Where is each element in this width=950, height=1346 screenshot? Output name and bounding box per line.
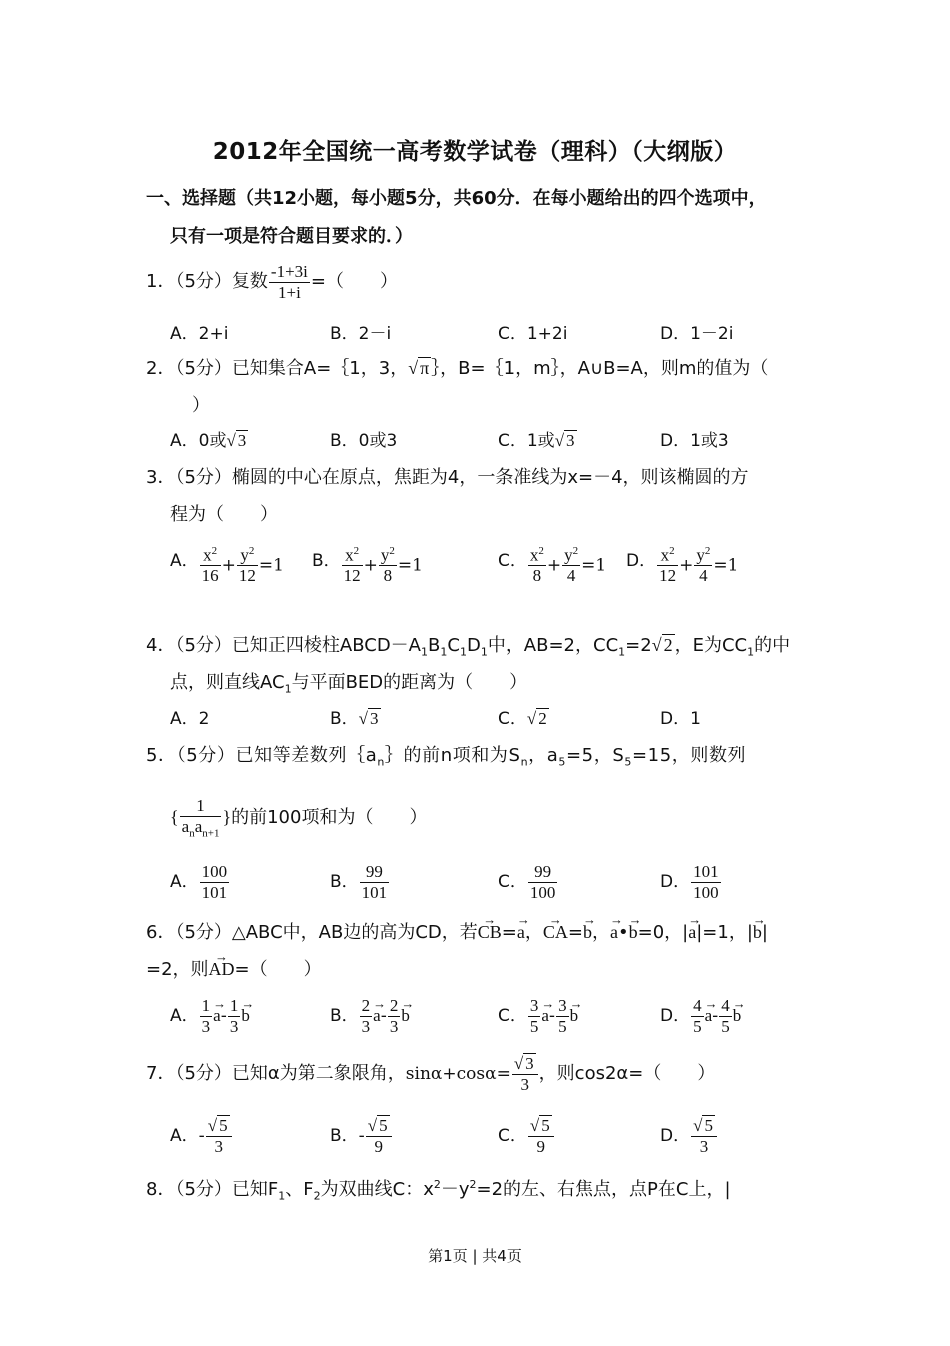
question-6-line2: =2，则→ AD=（ ） bbox=[146, 947, 826, 988]
q3-option-b: B． $\frac{x^2}{12}$ + $\frac{y^2}{8}$ =1 bbox=[312, 545, 423, 586]
section-heading-line1: 一、选择题（共12小题，每小题5分，共60分．在每小题给出的四个选项中， bbox=[146, 188, 767, 209]
question-6-line1: 6．（5分）△ABC中，AB边的高为CD，若→ CB=→ a，→ CA=→ b，→ a•→ b=0，|→ a|=1，|→ b| bbox=[146, 910, 826, 951]
sqrt: √ π bbox=[408, 358, 430, 378]
q2-option-d: D．1或3 bbox=[660, 431, 729, 451]
q6-option-d: D． $\frac{4}{5}$ → a- $\frac{4}{5}$ → b bbox=[660, 996, 741, 1036]
q4-option-c: C．√ 2 bbox=[498, 709, 547, 729]
q3-option-c: C． $\frac{x^2}{8}$ + $\frac{y^2}{4}$ =1 bbox=[498, 545, 607, 586]
page-title: 2012年全国统一高考数学试卷（理科）（大纲版） bbox=[212, 139, 738, 165]
q5-option-d: D． $\frac{101}{100}$ bbox=[660, 862, 719, 902]
question-8-line1: 8．（5分）已知$F_1$、$F_2$为双曲线C：$x^2-y^2=2$的左、右焦点，点P在C上，| bbox=[146, 1178, 731, 1203]
q6-option-a: A． $\frac{1}{3}$ → a- $\frac{1}{3}$ → b bbox=[170, 996, 250, 1036]
question-3-line1: 3．（5分）椭圆的中心在原点，焦距为4，一条准线为x=－4，则该椭圆的方 bbox=[146, 467, 749, 488]
q5-option-b: B． $\frac{99}{101}$ bbox=[330, 862, 388, 902]
question-7: 7．（5分）已知α为第二象限角，sinα+cosα= $\frac{√ 3}{3}$ ，则cos2α=（ ） bbox=[146, 1054, 716, 1094]
q4-option-d: D．1 bbox=[660, 709, 701, 729]
q6-option-b: B． $\frac{2}{3}$ → a- $\frac{2}{3}$ → b bbox=[330, 996, 410, 1036]
q1-option-b: B．2－i bbox=[330, 324, 392, 344]
q3-option-d: D． $\frac{x^2}{12}$ + $\frac{y^2}{4}$ =1 bbox=[626, 545, 739, 586]
q7-option-c: C． $\frac{√ 5}{9}$ bbox=[498, 1116, 555, 1156]
question-5-line2: { $\frac{1}{a_na_{n+1}}$ }的前100项和为（ ） bbox=[170, 796, 428, 839]
question-1: 1．（5分）复数 $\frac{-1+3i}{1+i}$ =（ ） bbox=[146, 262, 398, 302]
page-footer: 第1页 | 共4页 bbox=[428, 1247, 522, 1265]
q5-option-a: A． $\frac{100}{101}$ bbox=[170, 862, 228, 902]
question-5-line1: 5．（5分）已知等差数列$\{a_n\}$的前n项和为$S_n$，$a_5=5$，$S_5=15$，则数列 bbox=[146, 745, 747, 769]
q7-option-a: A．- $\frac{√ 5}{3}$ bbox=[170, 1116, 233, 1156]
q1-option-c: C．1+2i bbox=[498, 324, 568, 344]
q6-option-c: C． $\frac{3}{5}$ → a- $\frac{3}{5}$ → b bbox=[498, 996, 578, 1036]
question-3-line2: 程为（ ） bbox=[170, 504, 278, 525]
fraction: $\frac{-1+3i}{1+i}$ bbox=[270, 262, 308, 302]
question-4-line1: 4．（5分）已知正四棱柱$ABCD-A_1B_1C_1D_1$中，AB=2，$CC_1=2√$ 2 ，E为$CC_1$的中 bbox=[146, 635, 791, 659]
q2-option-b: B．0或3 bbox=[330, 431, 398, 451]
q2-option-a: A．0或√ 3 bbox=[170, 431, 247, 451]
question-2-cont: ） bbox=[192, 395, 210, 416]
q1-option-a: A．2+i bbox=[170, 324, 229, 344]
q5-option-c: C． $\frac{99}{100}$ bbox=[498, 862, 556, 902]
q2-option-c: C．1或√ 3 bbox=[498, 431, 575, 451]
q3-option-a: A． $\frac{x^2}{16}$ + $\frac{y^2}{12}$ =1 bbox=[170, 545, 284, 586]
q4-option-b: B．√ 3 bbox=[330, 709, 379, 729]
q7-option-b: B．- $\frac{√ 5}{9}$ bbox=[330, 1116, 393, 1156]
section-heading-line2: 只有一项是符合题目要求的．） bbox=[170, 226, 413, 247]
q4-option-a: A．2 bbox=[170, 709, 210, 729]
question-2: 2．（5分）已知集合A=｛1，3，√ π ｝，B=｛1，m｝，A∪B=A，则m的值为（ bbox=[146, 350, 826, 387]
question-4-line2: 点，则直线$AC_1$与平面BED的距离为（ ） bbox=[170, 672, 528, 696]
q7-option-d: D． $\frac{√ 5}{3}$ bbox=[660, 1116, 718, 1156]
q1-option-d: D．1－2i bbox=[660, 324, 734, 344]
